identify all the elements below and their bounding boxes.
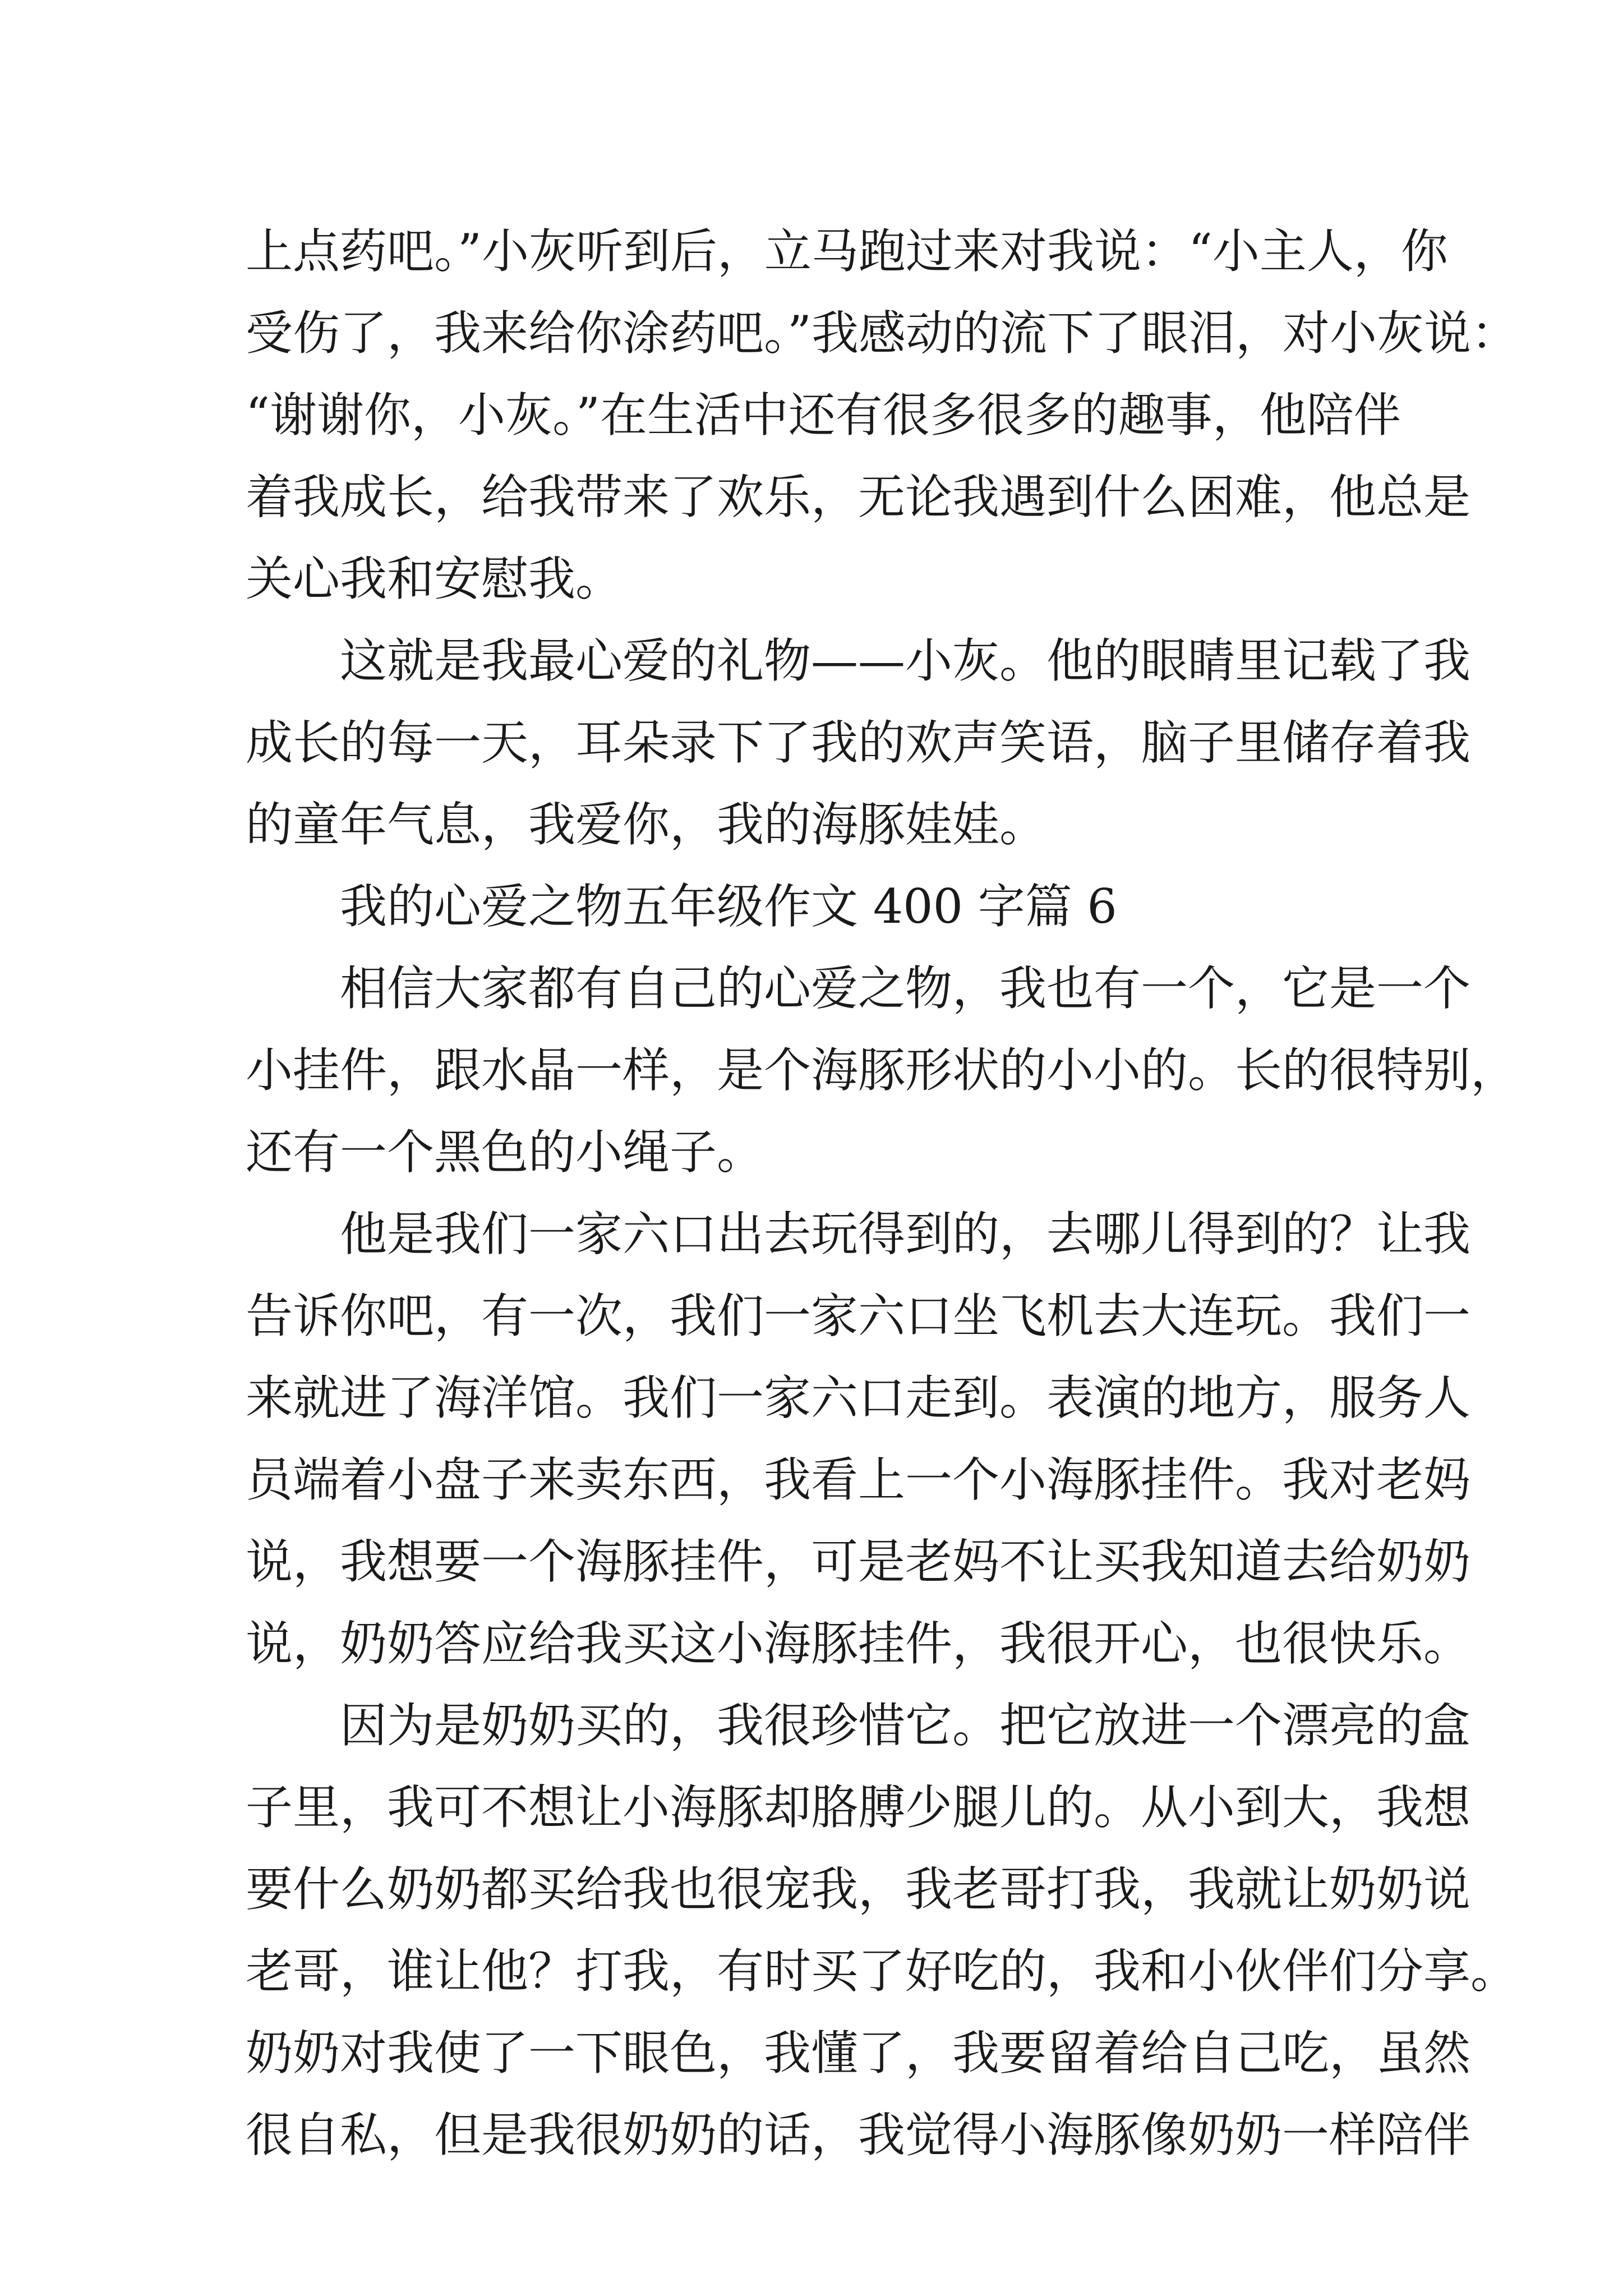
section-heading: 我的心爱之物五年级作文 400 字篇 6 bbox=[340, 879, 1117, 934]
text-line-2: 受伤了，我来给你涂药吧。”我感动的流下了眼泪，对小灰说： bbox=[246, 306, 1518, 361]
text-line-7: 成长的每一天，耳朵录下了我的欢声笑语，脑子里储存着我 bbox=[246, 715, 1471, 770]
text-line-20: 子里，我可不想让小海豚却胳膊少腿儿的。从小到大，我想 bbox=[246, 1780, 1471, 1835]
text-line-12: 还有一个黑色的小绳子。 bbox=[246, 1125, 764, 1180]
text-line-16: 员端着小盘子来卖东西，我看上一个小海豚挂件。我对老妈 bbox=[246, 1452, 1471, 1507]
text-line-24: 很自私，但是我很奶奶的话，我觉得小海豚像奶奶一样陪伴 bbox=[246, 2108, 1471, 2162]
text-line-17: 说，我想要一个海豚挂件，可是老妈不让买我知道去给奶奶 bbox=[246, 1534, 1471, 1589]
text-line-5: 关心我和安慰我。 bbox=[246, 551, 623, 606]
text-line-15: 来就进了海洋馆。我们一家六口走到。表演的地方，服务人 bbox=[246, 1370, 1471, 1425]
text-line-1: 上点药吧。”小灰听到后，立马跑过来对我说：“小主人，你 bbox=[246, 224, 1448, 279]
text-line-21: 要什么奶奶都买给我也很宠我，我老哥打我，我就让奶奶说 bbox=[246, 1862, 1471, 1917]
text-line-11: 小挂件，跟水晶一样，是个海豚形状的小小的。长的很特别， bbox=[246, 1043, 1518, 1098]
document-body bbox=[246, 210, 1518, 2176]
paragraph-start-line: 因为是奶奶买的，我很珍惜它。把它放进一个漂亮的盒 bbox=[340, 1698, 1471, 1753]
paragraph-start-line: 相信大家都有自己的心爱之物，我也有一个，它是一个 bbox=[340, 961, 1471, 1016]
text-line-4: 着我成长，给我带来了欢乐，无论我遇到什么困难，他总是 bbox=[246, 470, 1471, 524]
text-line-23: 奶奶对我使了一下眼色，我懂了，我要留着给自己吃，虽然 bbox=[246, 2026, 1471, 2081]
text-line-8: 的童年气息，我爱你，我的海豚娃娃。 bbox=[246, 797, 1047, 852]
paragraph-start-line: 他是我们一家六口出去玩得到的，去哪儿得到的？让我 bbox=[340, 1207, 1471, 1262]
paragraph-start-line: 这就是我最心爱的礼物——小灰。他的眼睛里记载了我 bbox=[340, 633, 1471, 688]
text-line-22: 老哥，谁让他？打我，有时买了好吃的，我和小伙伴们分享。 bbox=[246, 1944, 1518, 1999]
text-line-18: 说，奶奶答应给我买这小海豚挂件，我很开心，也很快乐。 bbox=[246, 1616, 1471, 1671]
text-line-14: 告诉你吧，有一次，我们一家六口坐飞机去大连玩。我们一 bbox=[246, 1289, 1471, 1343]
text-line-3: “谢谢你，小灰。”在生活中还有很多很多的趣事，他陪伴 bbox=[246, 388, 1401, 443]
